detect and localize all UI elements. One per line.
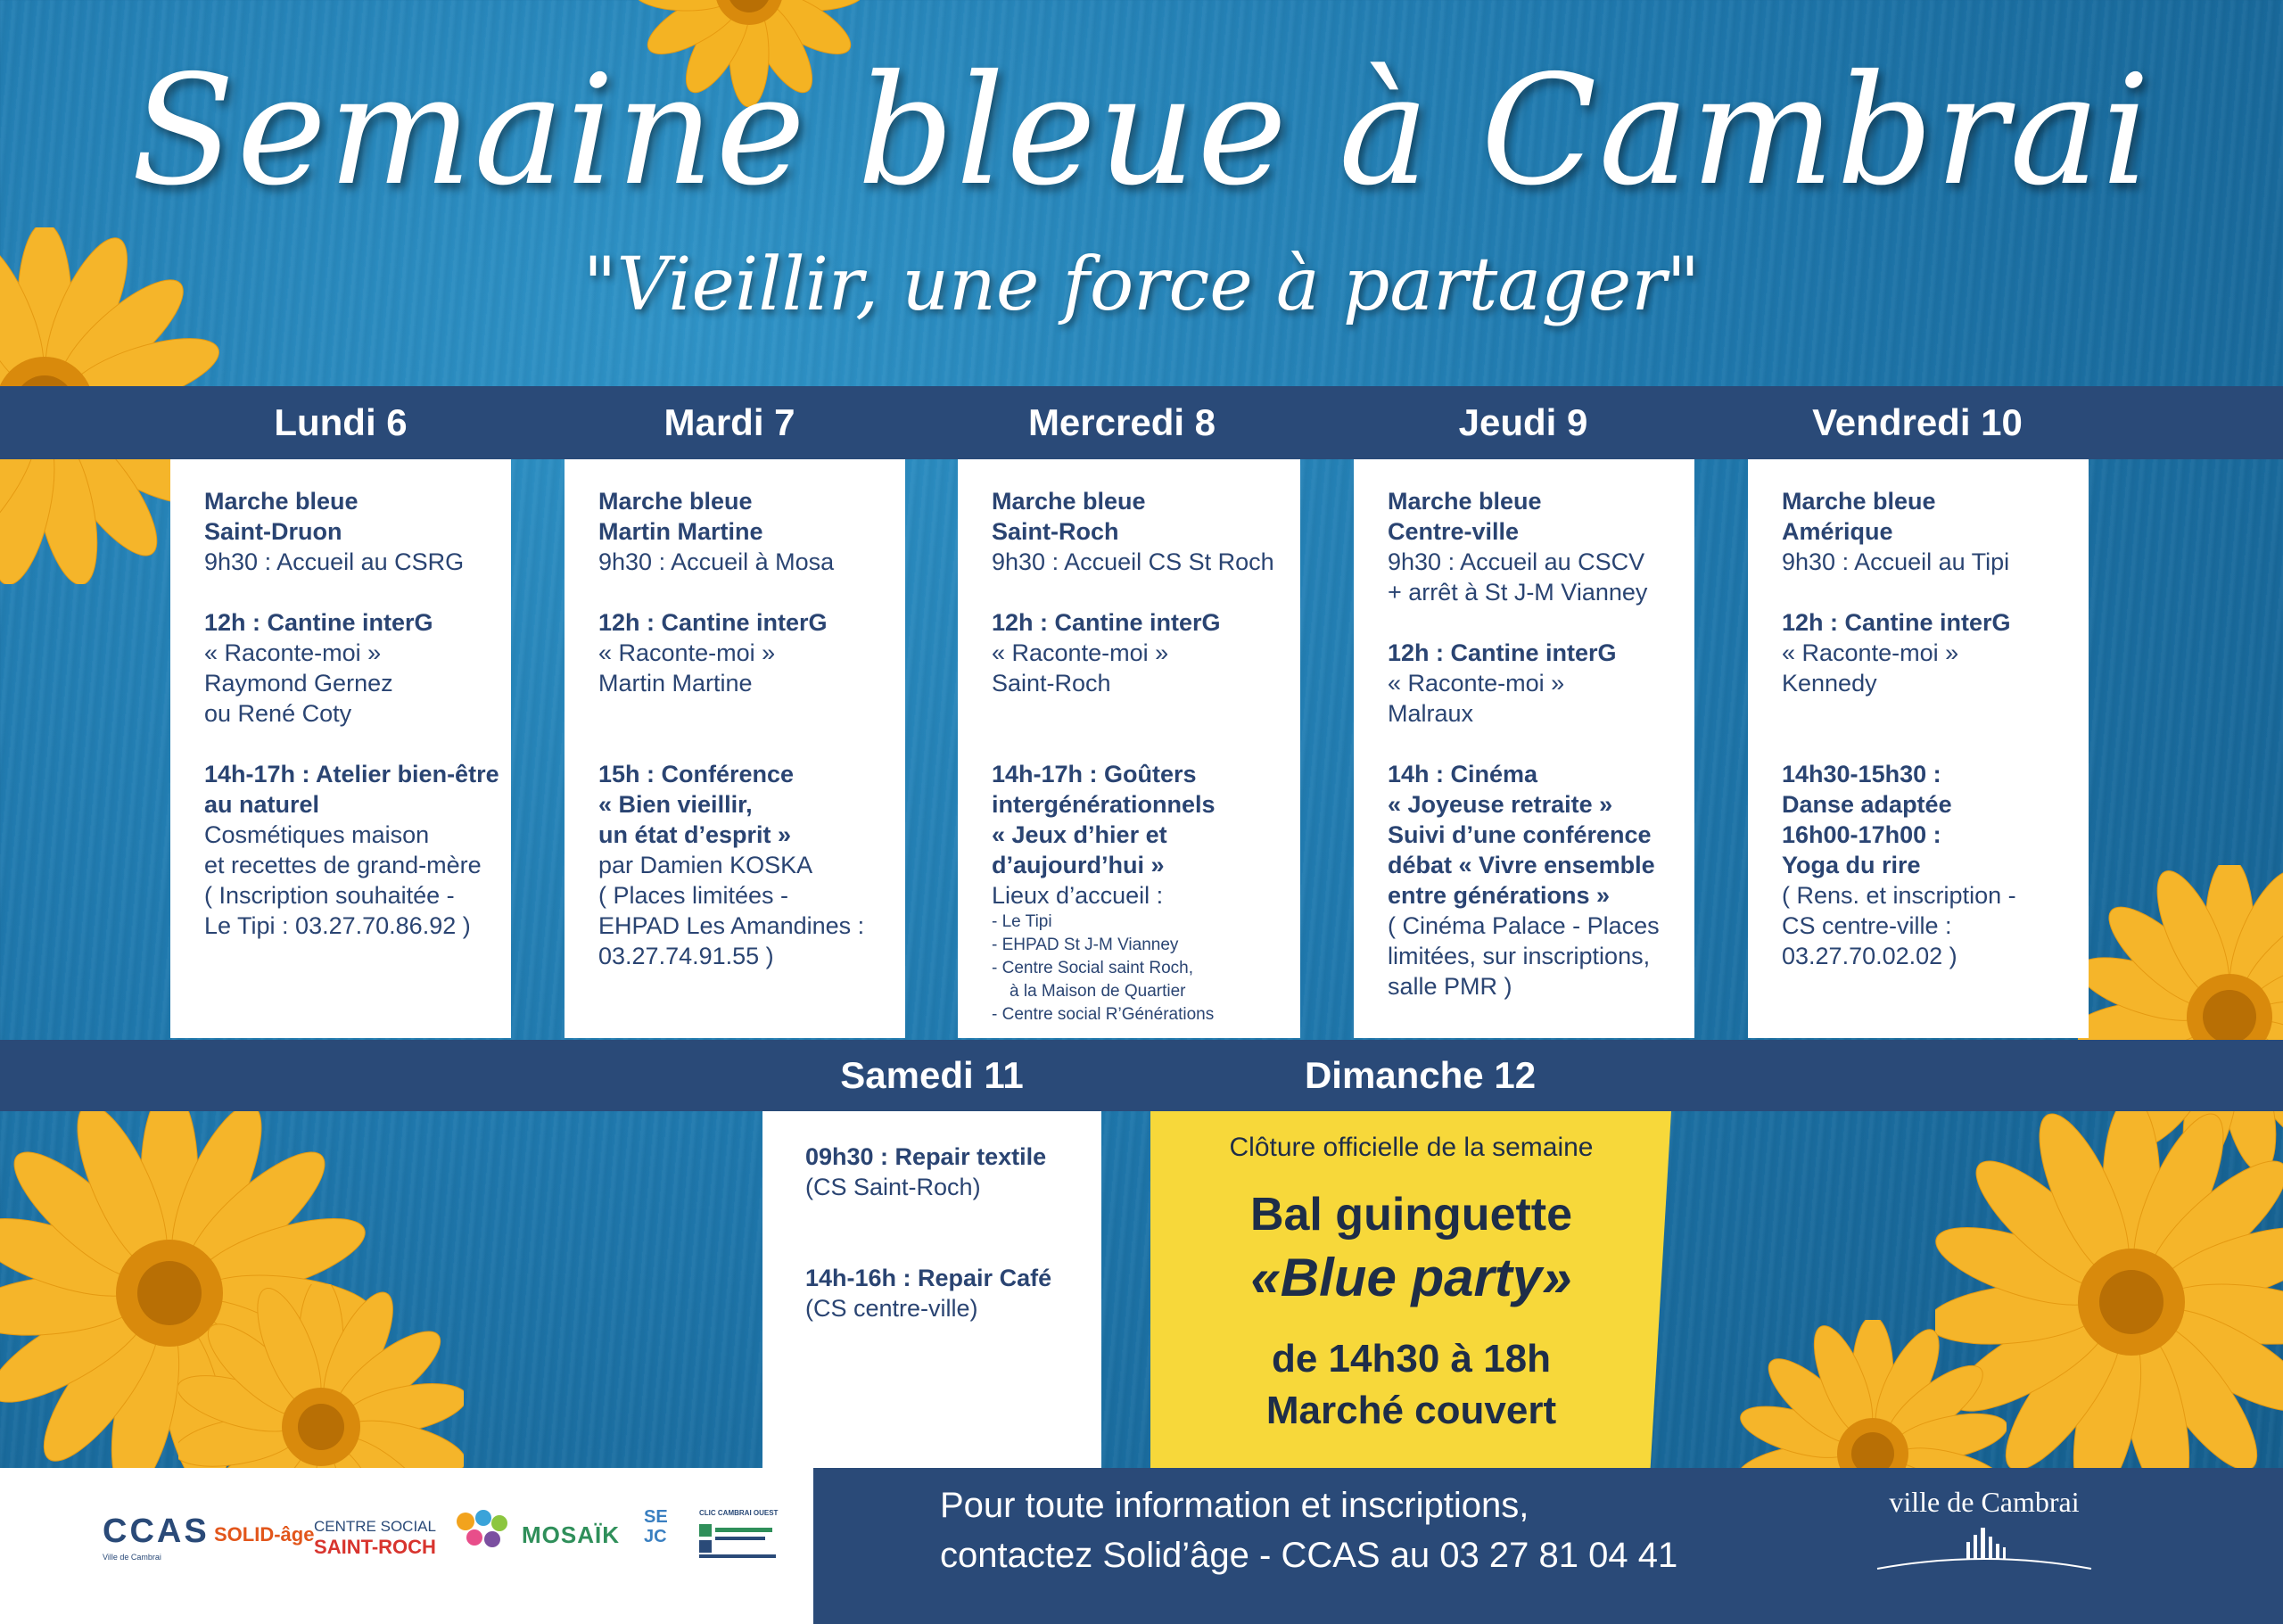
program-text: Marche bleue <box>1388 488 1542 515</box>
program-text: Kennedy <box>1782 670 1877 697</box>
program-text: Danse adaptée <box>1782 791 1952 818</box>
program-text: Yoga du rire <box>1782 852 1921 878</box>
program-text: d’aujourd’hui » <box>992 852 1165 878</box>
program-text: - EHPAD St J-M Vianney <box>992 936 1179 954</box>
program-text: 12h : Cantine interG <box>1782 609 2011 636</box>
program-text: Marche bleue <box>204 488 359 515</box>
day-header-samedi: Samedi 11 <box>840 1054 1024 1096</box>
program-text: ( Inscription souhaitée - <box>204 882 455 909</box>
program-text: 9h30 : Accueil CS St Roch <box>992 548 1274 575</box>
program-text: débat « Vivre ensemble <box>1388 852 1655 878</box>
program-text: Raymond Gernez <box>204 670 393 697</box>
program-text: intergénérationnels <box>992 791 1216 818</box>
program-text: 14h-17h : Atelier bien-être <box>204 761 499 787</box>
program-text: 03.27.70.02.02 ) <box>1782 943 1957 969</box>
program-text: salle PMR ) <box>1388 973 1512 1000</box>
ccas-logo-subtext: Ville de Cambrai <box>103 1553 161 1562</box>
program-text: 15h : Conférence <box>598 761 795 787</box>
program-text: 16h00-17h00 : <box>1782 821 1941 848</box>
program-text: 14h-16h : Repair Café <box>805 1265 1052 1291</box>
program-column-mardi <box>565 459 905 1038</box>
program-text: ( Rens. et inscription - <box>1782 882 2016 909</box>
day-header-dimanche: Dimanche 12 <box>1304 1054 1537 1096</box>
program-text: (CS centre-ville) <box>805 1295 978 1322</box>
closing-label: Clôture officielle de la semaine <box>1229 1133 1594 1162</box>
program-text: 9h30 : Accueil à Mosa <box>598 548 835 575</box>
program-text: 14h : Cinéma <box>1388 761 1538 787</box>
program-column-samedi <box>762 1111 1101 1468</box>
event-time: de 14h30 à 18h <box>1271 1337 1552 1381</box>
skyline-icon <box>1873 1522 2096 1576</box>
program-text: par Damien KOSKA <box>598 852 813 878</box>
program-text: Martin Martine <box>598 518 763 545</box>
program-text: Cosmétiques maison <box>204 821 430 848</box>
program-text: 09h30 : Repair textile <box>805 1143 1047 1170</box>
program-text: Le Tipi : 03.27.70.86.92 ) <box>204 912 471 939</box>
program-column-lundi <box>170 459 511 1038</box>
program-text: Marche bleue <box>1782 488 1936 515</box>
event-place: Marché couvert <box>1265 1389 1557 1432</box>
program-text: Saint-Roch <box>992 670 1111 697</box>
ville-de-cambrai-text: ville de Cambrai <box>1889 1486 2080 1518</box>
page-title: Semaine bleue à Cambrai <box>131 43 2152 219</box>
contact-line-1: Pour toute information et inscriptions, <box>940 1486 1529 1525</box>
program-text: CS centre-ville : <box>1782 912 1952 939</box>
program-column-jeudi <box>1354 459 1694 1038</box>
program-text: « Raconte-moi » <box>1782 639 1959 666</box>
ccas-logo-text: CCAS <box>103 1513 210 1550</box>
program-text: « Raconte-moi » <box>1388 670 1565 697</box>
sejc-logo: SEJC <box>644 1507 668 1546</box>
program-text: Saint-Roch <box>992 518 1119 545</box>
program-text: 12h : Cantine interG <box>992 609 1221 636</box>
program-text: 12h : Cantine interG <box>598 609 828 636</box>
program-text: un état d’esprit » <box>598 821 792 848</box>
program-text: Suivi d’une conférence <box>1388 821 1652 848</box>
ccas-logo <box>103 1513 210 1562</box>
program-text: + arrêt à St J-M Vianney <box>1388 579 1648 606</box>
program-text: 9h30 : Accueil au Tipi <box>1782 548 2010 575</box>
clic-logo <box>699 1509 779 1564</box>
program-text: à la Maison de Quartier <box>1010 982 1186 1001</box>
program-text: Saint-Druon <box>204 518 342 545</box>
program-text: 03.27.74.91.55 ) <box>598 943 774 969</box>
program-text: « Raconte-moi » <box>204 639 382 666</box>
program-text: - Le Tipi <box>992 912 1052 931</box>
centre-social-line2: SAINT-ROCH <box>314 1536 436 1558</box>
program-text: 12h : Cantine interG <box>204 609 433 636</box>
program-text: 9h30 : Accueil au CSCV <box>1388 548 1645 575</box>
program-text: « Raconte-moi » <box>598 639 776 666</box>
program-text: entre générations » <box>1388 882 1611 909</box>
mosaik-logo: MOSAÏK <box>522 1521 620 1548</box>
program-text: ( Cinéma Palace - Places <box>1388 912 1660 939</box>
event-name: Bal guinguette <box>1249 1189 1573 1241</box>
weekend-header-band <box>0 1040 2283 1111</box>
program-text: et recettes de grand-mère <box>204 852 482 878</box>
contact-line-2: contactez Solid’âge - CCAS au 03 27 81 04 41 <box>940 1536 1678 1575</box>
day-header-mardi: Mardi 7 <box>663 401 795 443</box>
event-tagline: «Blue party» <box>1250 1248 1572 1307</box>
program-text: Martin Martine <box>598 670 753 697</box>
page-subtitle: "Vieillir, une force à partager" <box>582 243 1701 327</box>
program-text: ( Places limitées - <box>598 882 789 909</box>
ville-de-cambrai-logo <box>1855 1486 2114 1583</box>
program-text: - Centre social R’Générations <box>992 1005 1215 1024</box>
day-header-vendredi: Vendredi 10 <box>1812 401 2023 443</box>
program-column-mercredi <box>958 459 1300 1038</box>
program-text: 12h : Cantine interG <box>1388 639 1617 666</box>
program-text: Amérique <box>1782 518 1893 545</box>
program-text: (CS Saint-Roch) <box>805 1174 981 1200</box>
clic-logo-mark <box>699 1521 779 1560</box>
centre-social-line1: CENTRE SOCIAL <box>314 1518 436 1535</box>
program-text: 9h30 : Accueil au CSRG <box>204 548 465 575</box>
clic-logo-text: CLIC CAMBRAI OUEST <box>699 1509 779 1517</box>
program-text: Marche bleue <box>598 488 753 515</box>
program-text: 14h-17h : Goûters <box>992 761 1197 787</box>
program-text: « Raconte-moi » <box>992 639 1169 666</box>
program-text: Centre-ville <box>1388 518 1520 545</box>
dimanche-event <box>1150 1133 1672 1437</box>
program-text: au naturel <box>204 791 320 818</box>
program-text: limitées, sur inscriptions, <box>1388 943 1651 969</box>
program-text: 14h30-15h30 : <box>1782 761 1941 787</box>
centre-social-saint-roch-logo <box>314 1518 436 1559</box>
program-text: « Jeux d’hier et <box>992 821 1167 848</box>
program-text: « Bien vieillir, <box>598 791 753 818</box>
centre-social-multicolor-logo <box>453 1507 512 1557</box>
solidage-logo: SOLID-âge <box>214 1523 315 1546</box>
program-text: Malraux <box>1388 700 1474 727</box>
program-text: Lieux d’accueil : <box>992 882 1164 909</box>
day-header-jeudi: Jeudi 9 <box>1458 401 1588 443</box>
program-text: ou René Coty <box>204 700 352 727</box>
program-column-vendredi <box>1748 459 2089 1038</box>
day-header-mercredi: Mercredi 8 <box>1027 401 1216 443</box>
program-text: « Joyeuse retraite » <box>1388 791 1613 818</box>
program-text: Marche bleue <box>992 488 1146 515</box>
program-text: - Centre Social saint Roch, <box>992 959 1193 977</box>
contact-info <box>940 1480 1677 1580</box>
day-header-lundi: Lundi 6 <box>274 401 408 443</box>
program-text: EHPAD Les Amandines : <box>598 912 865 939</box>
